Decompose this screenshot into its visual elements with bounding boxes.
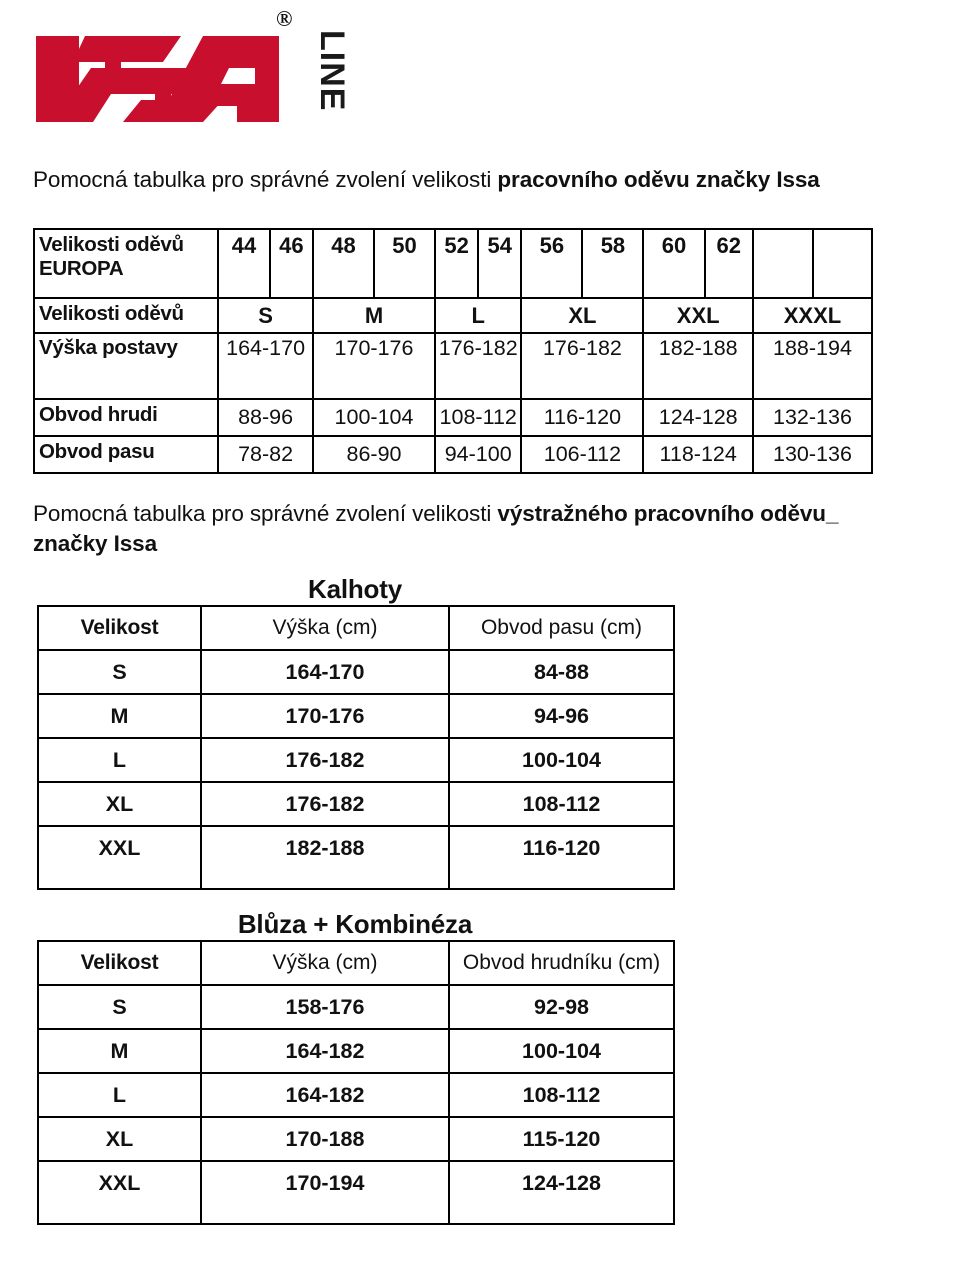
cell-height-l: 176-182 [435, 333, 521, 399]
cell-euro-empty-1 [753, 229, 813, 298]
row-label-waist: Obvod pasu [34, 436, 218, 473]
table-row [38, 782, 674, 826]
cell-size: M [38, 1029, 201, 1073]
cell-euro-44: 44 [218, 229, 270, 298]
cell-height: 170-194 [201, 1161, 449, 1224]
cell-size: S [38, 650, 201, 694]
cell-size-xxl: XXL [643, 298, 752, 333]
header-velikost: Velikost [38, 606, 201, 650]
row-label-euro-line2: EUROPA [39, 257, 124, 280]
table-row-header [38, 606, 674, 650]
cell-waist: 84-88 [449, 650, 674, 694]
cell-euro-48: 48 [313, 229, 374, 298]
cell-waist: 100-104 [449, 738, 674, 782]
cell-euro-54: 54 [478, 229, 521, 298]
cell-euro-52: 52 [435, 229, 478, 298]
table-row-height [34, 333, 872, 399]
heading-hi-vis-bold-line1: výstražného pracovního oděvu [497, 501, 826, 526]
cell-euro-58: 58 [582, 229, 643, 298]
header-obvod-pasu: Obvod pasu (cm) [449, 606, 674, 650]
cell-size: XL [38, 782, 201, 826]
table-row [38, 694, 674, 738]
cell-chest-xxl: 124-128 [643, 399, 752, 436]
table-row-header [38, 941, 674, 985]
cell-height: 176-182 [201, 738, 449, 782]
cell-chest-xl: 116-120 [521, 399, 643, 436]
cell-size: XXL [38, 1161, 201, 1224]
cell-waist-l: 94-100 [435, 436, 521, 473]
issa-wordmark-icon [33, 22, 303, 127]
cell-height-xxl: 182-188 [643, 333, 752, 399]
section-title-bluza-kombineza: Blůza + Kombinéza [237, 909, 473, 939]
table-row-chest [34, 399, 872, 436]
cell-size: L [38, 1073, 201, 1117]
table-row-letter-sizes [34, 298, 872, 333]
cell-waist-s: 78-82 [218, 436, 313, 473]
cell-height: 164-182 [201, 1073, 449, 1117]
heading-workwear [33, 165, 953, 195]
table-row-euro-numbers [34, 229, 872, 298]
table-row [38, 738, 674, 782]
cell-size: M [38, 694, 201, 738]
cell-size: XXL [38, 826, 201, 889]
heading-hi-vis-bold-line2: značky Issa [33, 531, 157, 556]
cell-waist: 94-96 [449, 694, 674, 738]
cell-chest: 108-112 [449, 1073, 674, 1117]
cell-size: L [38, 738, 201, 782]
header-obvod-hrudniku: Obvod hrudníku (cm) [449, 941, 674, 985]
heading-hi-vis-normal: Pomocná tabulka pro správné zvolení velikosti [33, 501, 498, 526]
cell-height: 170-188 [201, 1117, 449, 1161]
cell-height-s: 164-170 [218, 333, 313, 399]
cell-height: 170-176 [201, 694, 449, 738]
table-row-waist [34, 436, 872, 473]
table-europa-sizes [33, 228, 873, 474]
cell-chest-l: 108-112 [435, 399, 521, 436]
cell-chest: 100-104 [449, 1029, 674, 1073]
cell-size: S [38, 985, 201, 1029]
cell-height-xxxl: 188-194 [753, 333, 872, 399]
table-row [38, 1117, 674, 1161]
cell-height-m: 170-176 [313, 333, 435, 399]
heading-hi-vis-underscore: _ [825, 501, 839, 526]
row-label-euro [34, 229, 218, 298]
cell-chest: 92-98 [449, 985, 674, 1029]
cell-chest: 115-120 [449, 1117, 674, 1161]
table-kalhoty [37, 605, 675, 890]
cell-euro-empty-2 [813, 229, 872, 298]
cell-waist-xxxl: 130-136 [753, 436, 872, 473]
cell-size: XL [38, 1117, 201, 1161]
cell-height: 164-170 [201, 650, 449, 694]
table-row [38, 1161, 674, 1224]
cell-height: 158-176 [201, 985, 449, 1029]
heading-hi-vis-workwear [33, 499, 945, 559]
heading-workwear-bold: pracovního oděvu značky Issa [497, 167, 820, 192]
cell-height-xl: 176-182 [521, 333, 643, 399]
cell-euro-60: 60 [643, 229, 704, 298]
cell-waist-m: 86-90 [313, 436, 435, 473]
table-row [38, 985, 674, 1029]
cell-euro-62: 62 [705, 229, 753, 298]
logo-line-text: LINE [313, 30, 351, 112]
cell-height: 182-188 [201, 826, 449, 889]
cell-chest: 124-128 [449, 1161, 674, 1224]
header-vyska: Výška (cm) [201, 941, 449, 985]
row-label-chest: Obvod hrudi [34, 399, 218, 436]
cell-chest-s: 88-96 [218, 399, 313, 436]
cell-size-s: S [218, 298, 313, 333]
cell-size-m: M [313, 298, 435, 333]
cell-chest-m: 100-104 [313, 399, 435, 436]
table-row [38, 1073, 674, 1117]
cell-size-l: L [435, 298, 521, 333]
cell-waist-xxl: 118-124 [643, 436, 752, 473]
registered-trademark-icon: ® [276, 6, 293, 31]
header-velikost: Velikost [38, 941, 201, 985]
row-label-sizes: Velikosti oděvů [34, 298, 218, 333]
row-label-height: Výška postavy [34, 333, 218, 399]
issa-line-logo [33, 8, 383, 133]
heading-workwear-normal: Pomocná tabulka pro správné zvolení velikosti [33, 167, 498, 192]
cell-size-xl: XL [521, 298, 643, 333]
table-row [38, 650, 674, 694]
cell-euro-56: 56 [521, 229, 582, 298]
row-label-euro-line1: Velikosti oděvů [39, 233, 184, 256]
cell-euro-46: 46 [270, 229, 313, 298]
table-bluza-kombineza [37, 940, 675, 1225]
header-vyska: Výška (cm) [201, 606, 449, 650]
cell-euro-50: 50 [374, 229, 435, 298]
cell-height: 164-182 [201, 1029, 449, 1073]
cell-waist: 108-112 [449, 782, 674, 826]
cell-height: 176-182 [201, 782, 449, 826]
cell-waist-xl: 106-112 [521, 436, 643, 473]
cell-chest-xxxl: 132-136 [753, 399, 872, 436]
cell-size-xxxl: XXXL [753, 298, 872, 333]
table-row [38, 1029, 674, 1073]
section-title-kalhoty: Kalhoty [308, 574, 402, 604]
table-row [38, 826, 674, 889]
cell-waist: 116-120 [449, 826, 674, 889]
